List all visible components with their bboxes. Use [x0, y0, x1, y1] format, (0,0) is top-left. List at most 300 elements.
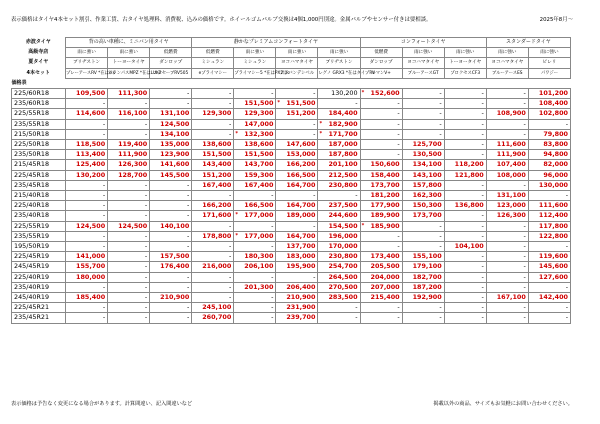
price-cell — [360, 262, 402, 272]
price-cell — [192, 191, 234, 201]
model-label: プライマシー5 *在はPX2はc — [234, 68, 276, 78]
price-cell — [192, 221, 234, 231]
price-value: 180,300 — [244, 252, 274, 261]
price-value: 151,500 — [244, 99, 274, 108]
price-value: - — [102, 180, 106, 189]
price-cell — [318, 119, 360, 129]
price-cell — [402, 242, 444, 252]
price-value: - — [144, 252, 148, 261]
price-value: - — [481, 282, 484, 291]
price-cell — [150, 262, 192, 272]
asterisk-mark: * — [361, 90, 365, 96]
price-cell — [360, 119, 402, 129]
price-value: 145,500 — [160, 170, 190, 179]
price-cell — [108, 170, 150, 180]
table-row — [12, 293, 571, 303]
price-cell — [402, 231, 444, 241]
price-value: 150,300 — [412, 201, 442, 210]
price-cell — [150, 89, 192, 99]
price-value: 111,600 — [538, 201, 568, 210]
group-header: 背の高い車種に、ミニバン用タイヤ — [66, 38, 192, 48]
price-value: 283,500 — [328, 293, 358, 302]
price-cell — [402, 109, 444, 119]
price-value: 108,900 — [496, 109, 526, 118]
group-header: コンフォートタイヤ — [360, 38, 486, 48]
price-cell — [66, 129, 108, 139]
price-cell — [192, 201, 234, 211]
price-value: - — [102, 201, 106, 210]
price-cell — [318, 160, 360, 170]
price-cell — [192, 99, 234, 109]
price-value: - — [523, 119, 526, 128]
price-value: 181,200 — [370, 191, 400, 200]
price-cell — [360, 99, 402, 109]
tire-size: 225/45R21 — [12, 303, 66, 313]
tire-size: 235/45R18 — [12, 180, 66, 190]
price-value: 230,800 — [328, 252, 358, 261]
price-value: - — [102, 119, 106, 128]
price-cell — [444, 303, 486, 313]
price-cell — [150, 252, 192, 262]
price-cell — [318, 191, 360, 201]
price-cell — [108, 282, 150, 292]
price-value: - — [144, 262, 148, 271]
tire-size: 245/45R19 — [12, 262, 66, 272]
price-value: - — [102, 303, 106, 312]
price-cell — [66, 170, 108, 180]
price-value: 128,700 — [118, 170, 148, 179]
asterisk-mark: * — [235, 130, 238, 137]
price-value: 130,200 — [331, 89, 358, 97]
price-cell — [108, 180, 150, 190]
price-cell — [528, 221, 570, 231]
price-value: 207,000 — [370, 282, 400, 291]
price-cell — [528, 293, 570, 303]
price-cell — [360, 201, 402, 211]
price-cell — [528, 129, 570, 139]
price-cell — [360, 180, 402, 190]
price-cell — [108, 191, 150, 201]
price-cell — [402, 160, 444, 170]
model-label: ブルーアースGT — [402, 68, 444, 78]
price-cell — [444, 109, 486, 119]
price-cell — [66, 99, 108, 109]
model-label: プレーアースRV *在はclx — [66, 68, 108, 78]
price-value: - — [481, 262, 484, 271]
price-cell — [402, 99, 444, 109]
price-cell — [276, 242, 318, 252]
price-value: 112,400 — [538, 211, 568, 220]
price-cell — [108, 221, 150, 231]
price-cell — [276, 180, 318, 190]
price-value: 178,800 — [202, 231, 232, 240]
price-value: 82,000 — [543, 160, 568, 169]
price-cell — [108, 89, 150, 99]
price-cell — [402, 303, 444, 313]
price-value: 143,400 — [202, 160, 232, 169]
price-cell — [528, 140, 570, 150]
price-value: - — [144, 99, 148, 108]
price-cell — [528, 160, 570, 170]
price-cell — [486, 303, 528, 313]
price-value: 125,700 — [412, 140, 442, 149]
price-cell — [192, 180, 234, 190]
price-value: - — [144, 129, 148, 138]
price-value: 151,500 — [286, 99, 316, 108]
price-value: - — [523, 282, 526, 291]
price-cell — [234, 109, 276, 119]
price-cell — [360, 272, 402, 282]
price-cell — [150, 221, 192, 231]
price-cell — [360, 313, 402, 323]
table-row — [12, 303, 571, 313]
price-value: 201,100 — [328, 160, 358, 169]
price-cell — [444, 170, 486, 180]
price-value: - — [355, 303, 358, 312]
price-value: 205,500 — [370, 262, 400, 271]
price-value: 130,200 — [76, 170, 106, 179]
price-cell — [444, 211, 486, 221]
price-value: 237,500 — [328, 201, 358, 210]
price-value: 196,000 — [328, 231, 358, 240]
price-cell — [150, 211, 192, 221]
price-cell — [108, 211, 150, 221]
price-value: 126,300 — [118, 160, 148, 169]
price-value: 166,200 — [286, 160, 316, 169]
price-value: - — [523, 99, 526, 108]
price-cell — [528, 272, 570, 282]
price-cell — [444, 140, 486, 150]
price-cell — [234, 89, 276, 99]
price-cell — [402, 119, 444, 129]
price-cell — [108, 231, 150, 241]
price-cell — [360, 242, 402, 252]
table-row — [12, 242, 571, 252]
price-value: - — [229, 191, 232, 200]
price-value: - — [229, 99, 232, 108]
price-cell — [66, 89, 108, 99]
price-cell — [528, 150, 570, 160]
price-value: 136,800 — [454, 201, 484, 210]
price-value: - — [397, 119, 400, 128]
price-value: 109,500 — [76, 89, 106, 97]
tire-size: 225/45R19 — [12, 252, 66, 262]
price-value: 167,400 — [202, 180, 232, 189]
price-value: 152,600 — [370, 89, 400, 97]
price-cell — [360, 282, 402, 292]
price-value: - — [186, 242, 190, 251]
price-value: 138,600 — [244, 140, 274, 149]
price-value: 118,200 — [454, 160, 484, 169]
price-value: - — [186, 99, 190, 108]
price-value: 129,300 — [244, 109, 274, 118]
price-cell — [108, 313, 150, 323]
price-cell — [192, 303, 234, 313]
price-value: - — [102, 211, 106, 220]
price-value: - — [397, 99, 400, 108]
tire-size: 195/50R19 — [12, 242, 66, 252]
price-cell — [318, 282, 360, 292]
price-value: 101,200 — [538, 89, 568, 97]
price-cell — [318, 201, 360, 211]
price-cell — [444, 150, 486, 160]
price-cell — [444, 160, 486, 170]
table-row — [12, 252, 571, 262]
price-cell — [360, 89, 402, 99]
price-cell — [486, 211, 528, 221]
price-value: 173,400 — [370, 252, 400, 261]
price-value: - — [186, 211, 190, 220]
price-value: - — [481, 303, 484, 312]
asterisk-mark: * — [235, 232, 238, 239]
price-cell — [486, 293, 528, 303]
table-row — [12, 109, 571, 119]
price-cell — [444, 201, 486, 211]
tire-size: 225/45R18 — [12, 170, 66, 180]
price-cell — [528, 231, 570, 241]
price-value: 164,700 — [286, 231, 316, 240]
price-value: - — [271, 221, 274, 230]
price-value: - — [186, 282, 190, 291]
price-cell — [66, 282, 108, 292]
brand-label: ヨコハマタイヤ — [486, 58, 528, 68]
price-value: - — [439, 89, 442, 97]
price-cell — [66, 211, 108, 221]
price-cell — [486, 242, 528, 252]
asterisk-mark: * — [361, 222, 365, 229]
price-cell — [360, 191, 402, 201]
tire-size: 225/55R19 — [12, 221, 66, 231]
price-value: 254,700 — [328, 262, 358, 271]
price-value: - — [355, 313, 358, 322]
table-row — [12, 282, 571, 292]
price-value: 147,000 — [244, 119, 274, 128]
price-value: 187,200 — [412, 282, 442, 291]
price-cell — [528, 303, 570, 313]
price-cell — [444, 313, 486, 323]
price-cell — [402, 191, 444, 201]
table-row — [12, 201, 571, 211]
price-value: 102,800 — [538, 109, 568, 118]
price-cell — [108, 293, 150, 303]
price-value: - — [565, 242, 568, 251]
price-value: - — [397, 140, 400, 149]
price-cell — [444, 129, 486, 139]
price-cell — [192, 313, 234, 323]
price-value: - — [229, 119, 232, 128]
price-value: - — [523, 252, 526, 261]
price-value: - — [102, 231, 106, 240]
price-value: - — [186, 89, 190, 97]
feature-label: 雨に強い — [66, 48, 108, 58]
price-value: - — [565, 303, 568, 312]
price-cell — [276, 252, 318, 262]
price-value: - — [397, 150, 400, 159]
price-value: 123,000 — [496, 201, 526, 210]
price-cell — [276, 231, 318, 241]
model-label: ルマンV+ — [360, 68, 402, 78]
price-value: 119,600 — [538, 252, 568, 261]
price-value: 124,500 — [160, 119, 190, 128]
price-value: 131,100 — [496, 191, 526, 200]
feature-label: 雨に強い — [108, 48, 150, 58]
brand-label: ヨコハマタイヤ — [402, 58, 444, 68]
price-value: - — [229, 89, 232, 97]
price-cell — [150, 99, 192, 109]
price-cell — [360, 170, 402, 180]
price-cell — [318, 303, 360, 313]
price-cell — [360, 221, 402, 231]
price-cell — [150, 272, 192, 282]
tire-size: 225/55R18 — [12, 109, 66, 119]
price-value: - — [229, 272, 232, 281]
price-value: 187,000 — [328, 140, 358, 149]
price-cell — [108, 129, 150, 139]
table-row — [12, 262, 571, 272]
price-value: - — [523, 303, 526, 312]
price-value: 151,200 — [202, 170, 232, 179]
price-value: - — [565, 282, 568, 291]
price-cell — [192, 140, 234, 150]
model-label: プロクセスCF3 — [444, 68, 486, 78]
price-value: 143,700 — [244, 160, 274, 169]
price-value: 140,100 — [160, 221, 190, 230]
price-value: - — [397, 313, 400, 322]
price-value: 157,800 — [412, 180, 442, 189]
price-value: - — [565, 119, 568, 128]
price-cell — [486, 191, 528, 201]
price-cell — [360, 160, 402, 170]
price-value: 204,000 — [370, 272, 400, 281]
price-cell — [192, 231, 234, 241]
price-cell — [360, 303, 402, 313]
price-value: - — [523, 242, 526, 251]
price-cell — [108, 242, 150, 252]
price-value: 151,500 — [202, 150, 232, 159]
price-value: 177,000 — [244, 231, 274, 240]
price-cell — [528, 170, 570, 180]
price-cell — [150, 242, 192, 252]
price-cell — [108, 262, 150, 272]
price-value: - — [439, 119, 442, 128]
price-cell — [66, 303, 108, 313]
price-value: - — [439, 303, 442, 312]
price-value: 182,700 — [412, 272, 442, 281]
price-cell — [150, 231, 192, 241]
price-value: 111,900 — [118, 150, 148, 159]
price-cell — [318, 140, 360, 150]
price-value: - — [186, 231, 190, 240]
price-value: 179,100 — [412, 262, 442, 271]
price-cell — [150, 150, 192, 160]
price-value: - — [523, 231, 526, 240]
price-value: 158,400 — [370, 170, 400, 179]
price-value: 167,100 — [496, 293, 526, 302]
price-cell — [66, 242, 108, 252]
price-cell — [528, 262, 570, 272]
price-cell — [486, 160, 528, 170]
feature-label: 雨に強い — [486, 48, 528, 58]
price-cell — [402, 89, 444, 99]
price-cell — [234, 303, 276, 313]
price-value: - — [271, 191, 274, 200]
model-label: エナセーブRV505 — [150, 68, 192, 78]
price-value: 173,700 — [412, 211, 442, 220]
price-value: - — [439, 231, 442, 240]
brand-label: ブリヂストン — [318, 58, 360, 68]
price-value: - — [271, 303, 274, 312]
price-cell — [318, 180, 360, 190]
price-cell — [318, 150, 360, 160]
price-cell — [486, 109, 528, 119]
price-cell — [108, 201, 150, 211]
price-value: - — [102, 191, 106, 200]
price-cell — [402, 201, 444, 211]
tire-size: 235/55R19 — [12, 231, 66, 241]
price-value: 131,100 — [160, 109, 190, 118]
price-value: - — [186, 303, 190, 312]
price-cell — [66, 109, 108, 119]
price-value: 130,500 — [412, 150, 442, 159]
price-value: 150,600 — [370, 160, 400, 169]
price-cell — [234, 282, 276, 292]
price-cell — [402, 252, 444, 262]
brand-label: ミシュラン — [234, 58, 276, 68]
price-cell — [66, 201, 108, 211]
price-cell — [444, 282, 486, 292]
price-value: 157,500 — [160, 252, 190, 261]
price-value: 260,700 — [202, 313, 232, 322]
feature-label: 低燃費 — [150, 48, 192, 58]
model-label: アドバンデシベル — [276, 68, 318, 78]
table-row — [12, 89, 571, 99]
price-value: - — [102, 129, 106, 138]
price-value: 206,100 — [244, 262, 274, 271]
price-value: - — [439, 99, 442, 108]
price-cell — [276, 129, 318, 139]
price-value: - — [144, 282, 148, 291]
asterisk-mark: * — [319, 120, 323, 127]
price-cell — [108, 150, 150, 160]
price-value: 134,100 — [160, 129, 190, 138]
feature-label: 雨に強い — [402, 48, 444, 58]
tire-size: 245/40R19 — [12, 293, 66, 303]
price-value: - — [186, 201, 190, 210]
price-value: 145,600 — [538, 262, 568, 271]
price-cell — [402, 262, 444, 272]
tire-size: 215/45R18 — [12, 160, 66, 170]
model-label: トランパスMPZ *在はLUK2 — [108, 68, 150, 78]
tire-size: 235/40R19 — [12, 282, 66, 292]
price-value: - — [523, 313, 526, 322]
price-cell — [234, 242, 276, 252]
price-cell — [276, 211, 318, 221]
tire-size: 235/40R18 — [12, 211, 66, 221]
price-cell — [234, 293, 276, 303]
table-row — [12, 191, 571, 201]
price-cell — [528, 191, 570, 201]
tire-size: 235/50R18 — [12, 150, 66, 160]
price-cell — [444, 293, 486, 303]
price-cell — [276, 99, 318, 109]
price-value: - — [229, 242, 232, 251]
price-cell — [360, 129, 402, 139]
tire-size: 225/40R19 — [12, 272, 66, 282]
price-value: 184,400 — [328, 109, 358, 118]
price-value: - — [481, 211, 484, 220]
price-value: - — [186, 191, 190, 200]
price-cell — [360, 109, 402, 119]
